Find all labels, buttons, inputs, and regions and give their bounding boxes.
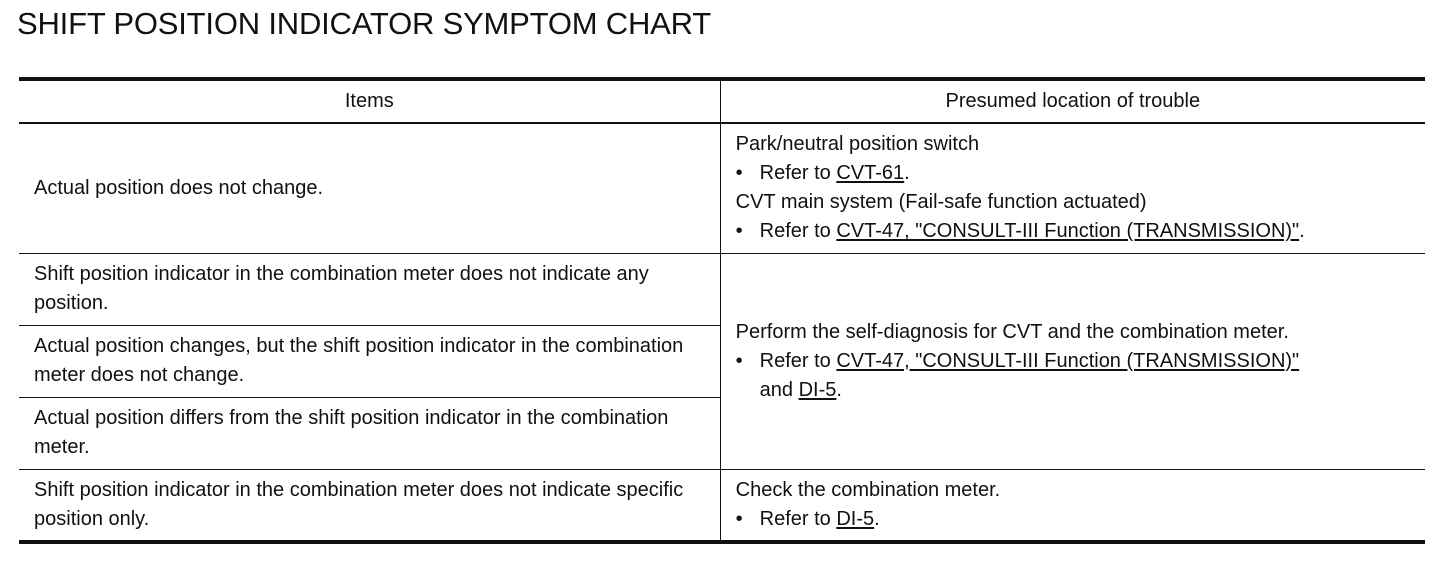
- trouble-cell: [720, 123, 1425, 253]
- period: .: [1299, 220, 1305, 243]
- bullet-icon: •: [735, 162, 743, 185]
- bullet-line: [736, 347, 1411, 376]
- period: .: [836, 378, 842, 401]
- item-cell: Shift position indicator in the combination meter does not indicate specific position only.: [19, 469, 720, 542]
- period: .: [904, 162, 910, 185]
- refer-text: Refer to: [759, 349, 837, 372]
- item-cell: Actual position changes, but the shift position indicator in the combination meter does not change.: [19, 325, 720, 397]
- trouble-line: Check the combination meter.: [735, 478, 1001, 501]
- bullet-line: [736, 159, 1411, 188]
- and-text: and: [759, 378, 799, 401]
- bullet-line: [736, 505, 1411, 534]
- bullet-icon: •: [735, 220, 743, 243]
- header-items: Items: [19, 79, 720, 123]
- table-row: [19, 123, 1425, 253]
- trouble-line: Park/neutral position switch: [735, 133, 980, 156]
- trouble-cell: [720, 469, 1425, 542]
- link-di-5[interactable]: DI-5: [798, 378, 837, 401]
- table-row: [19, 253, 1425, 325]
- table-row: [19, 469, 1425, 542]
- trouble-cell-merged: [720, 253, 1425, 469]
- link-cvt-47[interactable]: CVT-47, "CONSULT-III Function (TRANSMISSION)": [836, 220, 1300, 243]
- bullet-line: [736, 217, 1411, 246]
- header-trouble: Presumed location of trouble: [720, 79, 1425, 123]
- period: .: [874, 507, 880, 530]
- refer-text: Refer to: [759, 507, 837, 530]
- trouble-line: Perform the self-diagnosis for CVT and the combination meter.: [735, 320, 1289, 343]
- bullet-icon: •: [735, 349, 743, 372]
- refer-text: Refer to: [759, 162, 837, 185]
- item-cell: Shift position indicator in the combination meter does not indicate any position.: [19, 253, 720, 325]
- link-di-5[interactable]: DI-5: [836, 507, 875, 530]
- refer-text: Refer to: [759, 220, 837, 243]
- page-title: SHIFT POSITION INDICATOR SYMPTOM CHART: [17, 6, 711, 41]
- symptom-table: [19, 77, 1425, 544]
- trouble-line: CVT main system (Fail-safe function actuated): [735, 191, 1147, 214]
- item-cell: Actual position does not change.: [19, 123, 720, 253]
- link-cvt-61[interactable]: CVT-61: [836, 162, 905, 185]
- header-row: [19, 79, 1425, 123]
- bullet-icon: •: [735, 507, 743, 530]
- link-cvt-47[interactable]: CVT-47, "CONSULT-III Function (TRANSMISSION)": [836, 349, 1300, 372]
- item-cell: Actual position differs from the shift position indicator in the combination meter.: [19, 397, 720, 469]
- bullet-continuation: [736, 376, 1411, 405]
